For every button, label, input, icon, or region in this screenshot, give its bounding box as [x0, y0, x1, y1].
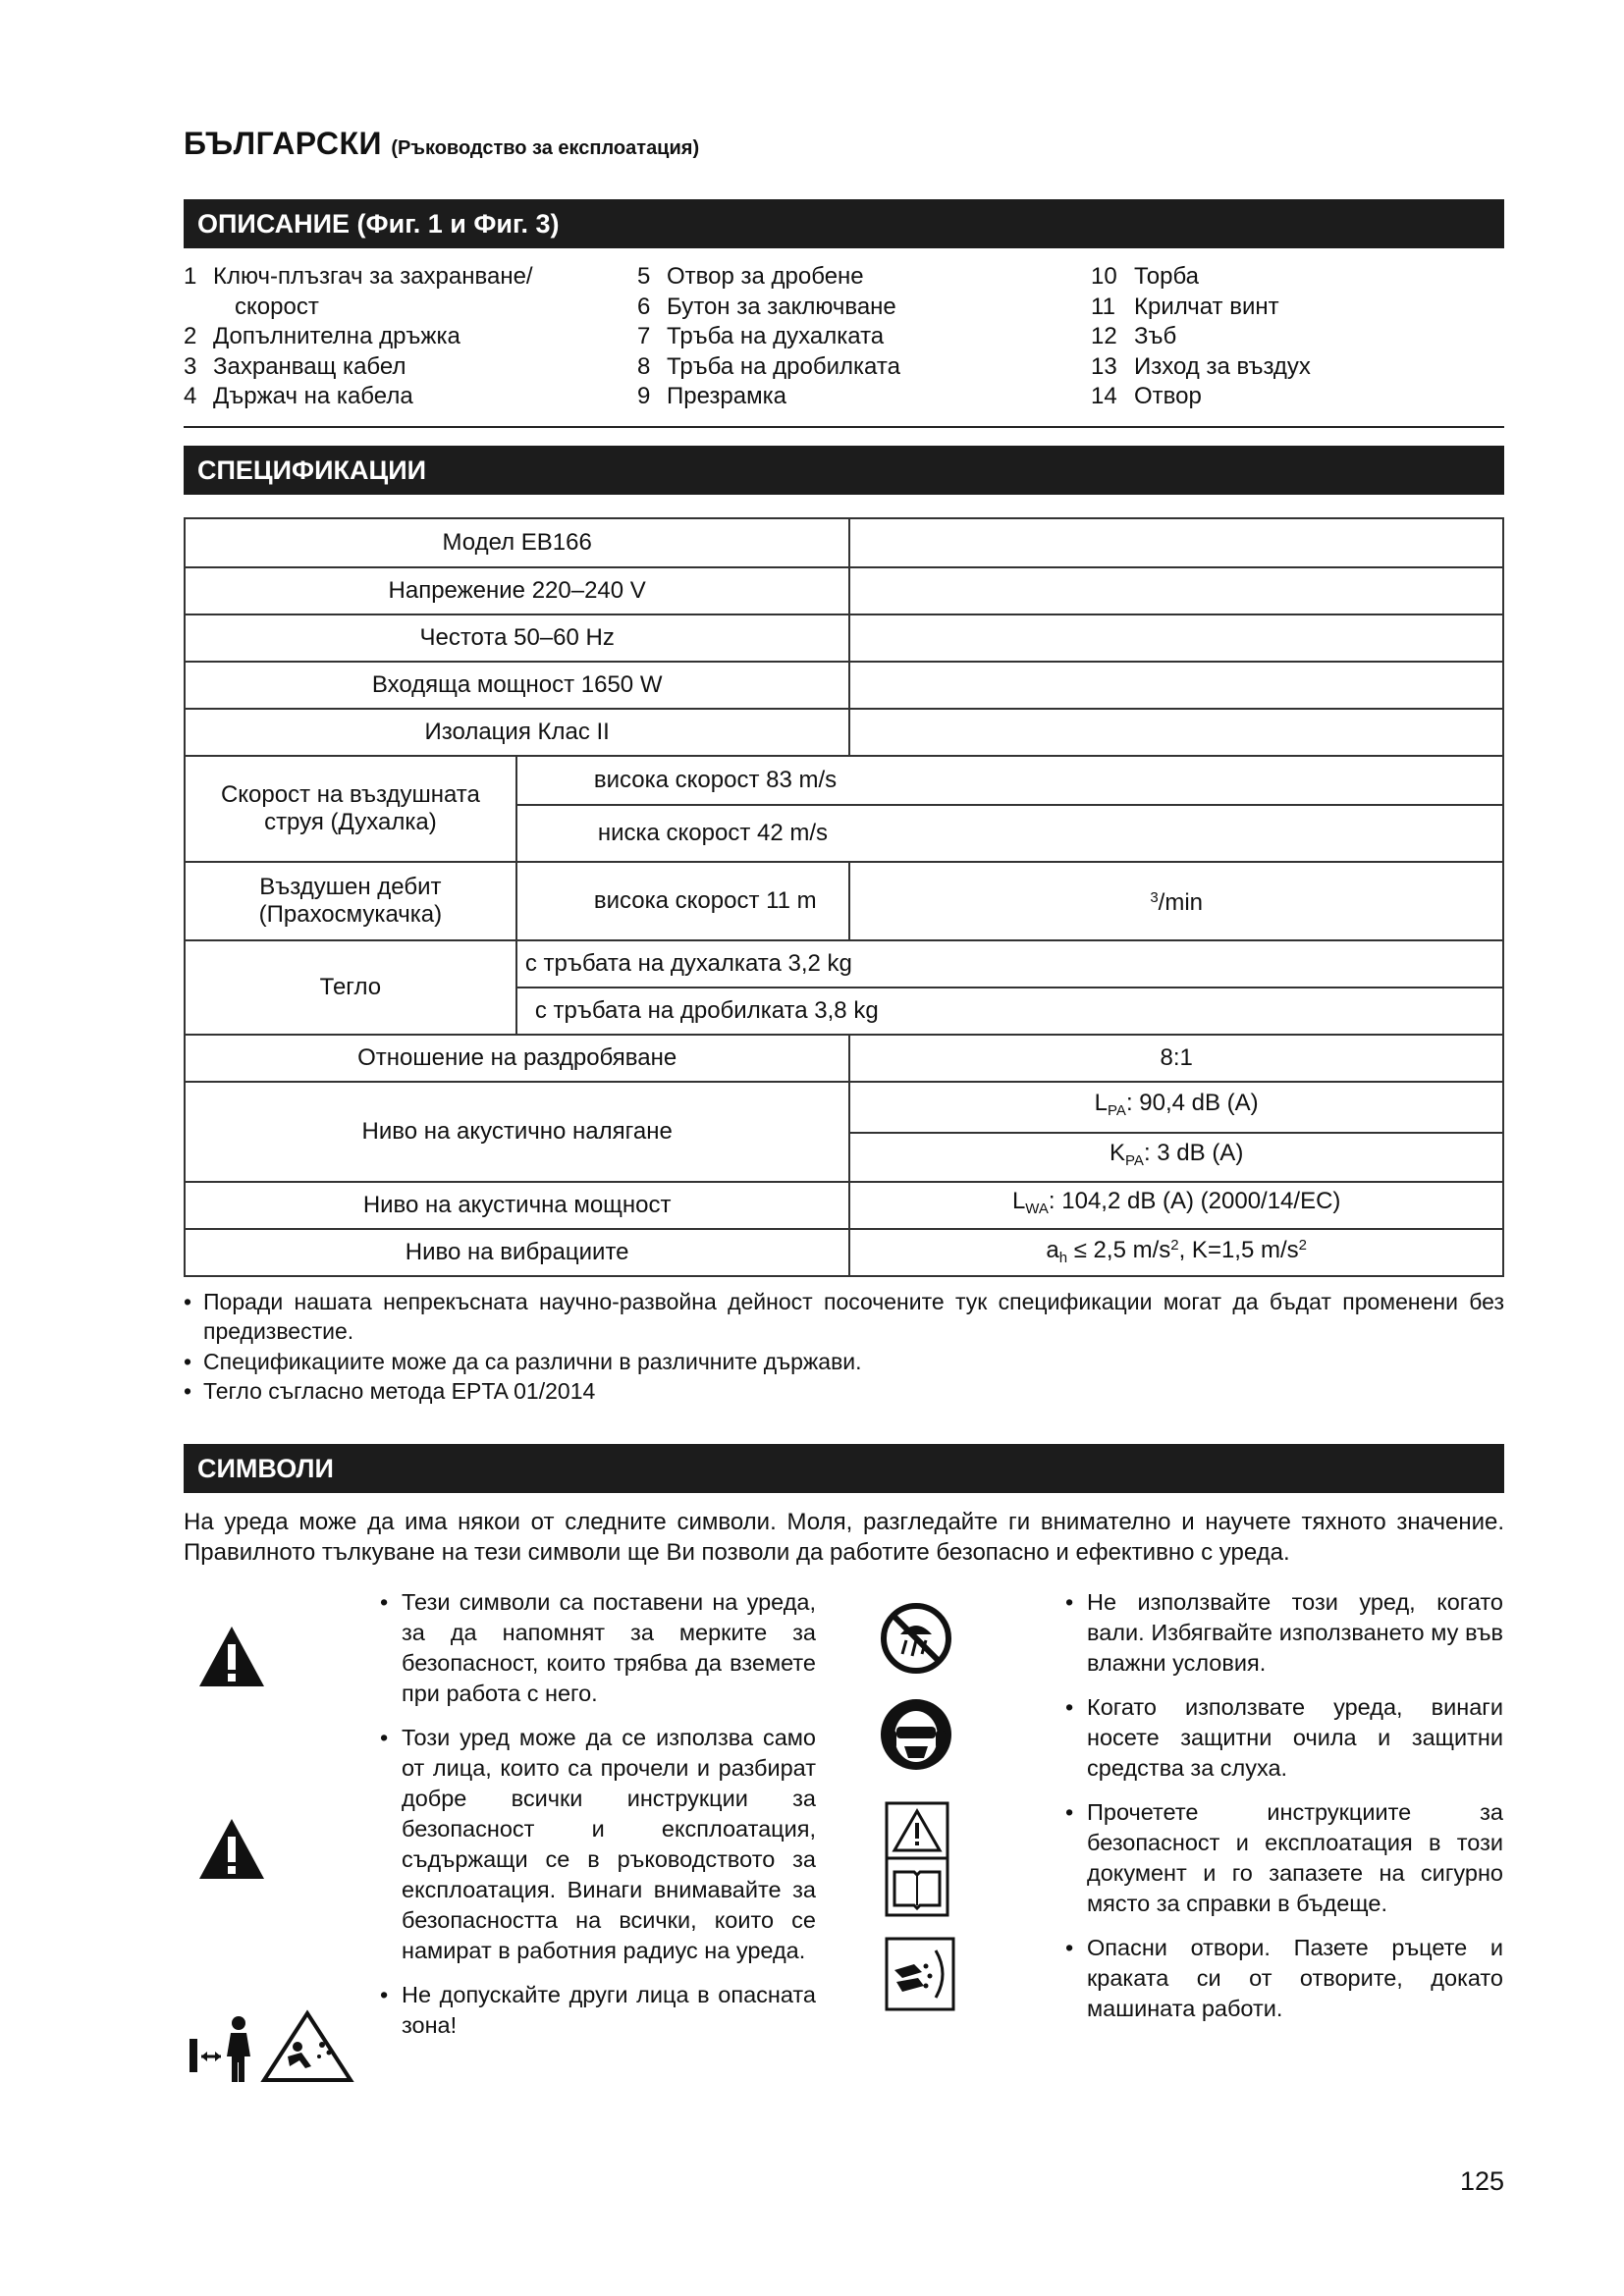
description-heading: ОПИСАНИЕ (Фиг. 1 и Фиг. 3) — [184, 199, 1504, 248]
symbol-subscript: WA — [1025, 1200, 1049, 1217]
description-column-1 — [184, 262, 637, 412]
table-row — [185, 518, 1503, 567]
list-item — [184, 352, 637, 383]
item-label: Изход за въздух — [1134, 352, 1311, 380]
item-label: Презрамка — [667, 383, 786, 409]
item-number: 8 — [637, 352, 651, 380]
symbol-note — [380, 1980, 816, 2041]
symbols-heading: СИМВОЛИ — [184, 1444, 1504, 1493]
item-label: Крилчат винт — [1134, 293, 1279, 320]
item-number: 12 — [1091, 323, 1117, 349]
note-item — [184, 1287, 1504, 1347]
page — [184, 126, 1504, 2137]
item-number: 3 — [184, 352, 197, 380]
item-number: 5 — [637, 263, 651, 290]
symbol-subscript: PA — [1125, 1151, 1144, 1169]
spec-frequency: Честота 50–60 Hz — [185, 614, 849, 662]
note-item — [184, 1347, 1504, 1377]
spec-value-empty — [849, 662, 1503, 709]
symbol-note-text: Когато използвате уреда, винаги носете защитни очила и защитни средства за слуха. — [1087, 1693, 1503, 1781]
symbols-left-text — [380, 1587, 816, 2055]
table-row — [185, 940, 1503, 988]
table-row — [185, 1182, 1503, 1229]
list-item — [1091, 322, 1503, 352]
wear-protection-icon — [879, 1697, 953, 1772]
table-row — [185, 862, 1503, 940]
spec-weight-shredder: с тръбата на дробилката 3,8 kg — [516, 988, 1503, 1035]
symbol-note-text: Опасни отвори. Пазете ръцете и краката си от отворите, докато машината работи. — [1087, 1934, 1503, 2021]
spec-model: Модел EB166 — [185, 518, 849, 567]
item-number: 6 — [637, 293, 651, 320]
unit-superscript: 3 — [1150, 889, 1159, 906]
spec-value-empty — [849, 518, 1503, 567]
no-rain-icon — [879, 1601, 953, 1676]
table-row — [185, 1035, 1503, 1082]
spec-lpa-cell — [849, 1082, 1503, 1133]
table-row — [185, 662, 1503, 709]
item-number: 13 — [1091, 352, 1117, 380]
list-item — [637, 382, 1091, 412]
unit-superscript: 2 — [1298, 1237, 1307, 1254]
bullet: • — [1065, 1693, 1074, 1720]
list-item — [637, 352, 1091, 383]
symbol-note — [1065, 1587, 1503, 1679]
table-row — [185, 614, 1503, 662]
table-row — [185, 1229, 1503, 1276]
spec-value-empty — [849, 614, 1503, 662]
item-label: Торба — [1134, 263, 1200, 290]
item-number: 7 — [637, 323, 651, 349]
spec-ratio-label: Отношение на раздробяване — [185, 1035, 849, 1082]
item-label: Допълнителна дръжка — [213, 323, 460, 349]
spec-insulation: Изолация Клас II — [185, 709, 849, 756]
spec-vibration-cell — [849, 1229, 1503, 1276]
section-divider — [184, 426, 1504, 428]
item-number: 11 — [1091, 293, 1115, 320]
list-item — [184, 322, 637, 352]
table-row — [185, 709, 1503, 756]
keep-bystanders-away-icon — [189, 2009, 354, 2084]
description-column-2 — [637, 262, 1091, 412]
spec-airflow-high: висока скорост 11 m — [516, 862, 850, 940]
item-label: Отвор за дробене — [667, 263, 864, 290]
item-number: 14 — [1091, 383, 1117, 409]
note-text: Спецификациите може да са различни в различните държави. — [203, 1348, 862, 1374]
bullet: • — [380, 1981, 389, 2007]
spec-power: Входяща мощност 1650 W — [185, 662, 849, 709]
bullet: • — [1065, 1934, 1074, 1960]
item-number: 10 — [1091, 263, 1117, 290]
symbol-note-text: Не допускайте други лица в опасната зона! — [402, 1981, 816, 2038]
symbol-letter: L — [1011, 1187, 1026, 1214]
table-row — [185, 567, 1503, 614]
unit-superscript: 2 — [1170, 1237, 1179, 1254]
symbol-subscript: h — [1058, 1250, 1068, 1266]
bullet: • — [184, 1348, 192, 1374]
item-label: Тръба на дробилката — [667, 352, 900, 380]
spec-value-empty — [849, 567, 1503, 614]
spec-lpa-value: : 90,4 dB (A) — [1125, 1089, 1259, 1116]
bullet: • — [184, 1288, 192, 1314]
item-number: 1 — [184, 263, 197, 290]
item-label: Захранващ кабел — [213, 352, 406, 380]
manual-subtitle: (Ръководство за експлоатация) — [391, 137, 700, 159]
specifications-heading: СПЕЦИФИКАЦИИ — [184, 446, 1504, 495]
spec-airflow-unit: /min — [1158, 889, 1204, 916]
specifications-table — [184, 517, 1504, 1277]
spec-airflow-unit-cell — [849, 862, 1503, 940]
spec-vibration-k: , K=1,5 m/s — [1178, 1237, 1299, 1263]
symbol-note-text: Този уред може да се използва само от лица, които са прочели и разбират добре всички инструкции за безопасност и експлоатация, съдържащи се в ръководството за експлоатация. Винаги внимавайте за безопасността на всички, които се намират в работния радиус на уреда. — [402, 1724, 816, 1963]
list-item — [184, 262, 637, 293]
spec-airflow-label: Въздушен дебит (Прахосмукачка) — [185, 862, 516, 940]
spec-ratio-value: 8:1 — [849, 1035, 1503, 1082]
item-label: Държач на кабела — [213, 383, 413, 409]
list-item — [1091, 382, 1503, 412]
item-label: Отвор — [1134, 383, 1202, 409]
spec-power-level-label: Ниво на акустична мощност — [185, 1182, 849, 1229]
spec-vibration-label: Ниво на вибрациите — [185, 1229, 849, 1276]
symbol-note — [1065, 1797, 1503, 1919]
spec-voltage: Напрежение 220–240 V — [185, 567, 849, 614]
bullet: • — [380, 1588, 389, 1615]
symbol-letter: a — [1046, 1237, 1059, 1263]
description-column-3 — [1091, 262, 1503, 412]
item-label: Ключ-плъзгач за захранване/ — [213, 263, 533, 290]
item-number: 4 — [184, 383, 197, 409]
symbol-note — [380, 1587, 816, 1709]
item-label: Бутон за заключване — [667, 293, 896, 320]
spec-weight-label: Тегло — [185, 940, 516, 1035]
item-number: 9 — [637, 383, 651, 409]
symbols-right-text — [1065, 1587, 1503, 2038]
list-item — [637, 293, 1091, 323]
symbol-subscript: PA — [1108, 1101, 1126, 1119]
symbol-note-text: Прочетете инструкциите за безопасност и експлоатация в този документ и го запазете на сигурно място за справки в бъдеще. — [1087, 1798, 1503, 1916]
list-item — [637, 262, 1091, 293]
symbol-note — [1065, 1933, 1503, 2024]
symbol-note — [1065, 1692, 1503, 1784]
hazardous-openings-icon — [885, 1937, 955, 2011]
note-text: Поради нашата непрекъсната научно-развойна дейност посочените тук спецификации могат да бъдат променени без предизвестие. — [203, 1288, 1504, 1344]
bullet: • — [1065, 1588, 1074, 1615]
spec-notes — [184, 1287, 1504, 1407]
table-row — [185, 1082, 1503, 1133]
spec-lwa-value: : 104,2 dB (A) (2000/14/EC) — [1048, 1187, 1341, 1214]
spec-value-empty — [849, 709, 1503, 756]
item-number: 2 — [184, 323, 197, 349]
item-label: скорост — [235, 293, 319, 320]
warning-triangle-icon — [197, 1625, 266, 1689]
list-item — [637, 322, 1091, 352]
spec-kpa-cell — [849, 1133, 1503, 1182]
note-text: Тегло съгласно метода EPTA 01/2014 — [203, 1378, 596, 1404]
list-item — [184, 293, 637, 323]
spec-weight-blower: с тръбата на духалката 3,2 kg — [516, 940, 1503, 988]
list-item — [1091, 293, 1503, 323]
spec-vibration-value: ≤ 2,5 m/s — [1067, 1237, 1171, 1263]
list-item — [1091, 262, 1503, 293]
symbols-grid — [184, 1587, 1504, 2137]
description-list — [184, 262, 1504, 412]
spec-airspeed-label: Скорост на въздушната струя (Духалка) — [185, 756, 516, 862]
spec-kpa-value: : 3 dB (A) — [1143, 1139, 1244, 1166]
spec-airspeed-high: висока скорост 83 m/s — [516, 756, 1503, 805]
page-number: 125 — [1460, 2166, 1505, 2196]
note-item — [184, 1376, 1504, 1407]
list-item — [1091, 352, 1503, 383]
bullet: • — [380, 1724, 389, 1750]
symbol-note-text: Тези символи са поставени на уреда, за да напомнят за мерките за безопасност, които трябва да вземете при работа с него. — [402, 1588, 816, 1706]
spec-pressure-label: Ниво на акустично налягане — [185, 1082, 849, 1182]
read-manual-icon — [885, 1801, 949, 1917]
symbol-letter: K — [1110, 1139, 1126, 1166]
symbol-note — [380, 1723, 816, 1966]
language-title — [184, 126, 1504, 162]
item-number-blank — [184, 293, 213, 323]
language-name: БЪЛГАРСКИ — [184, 126, 382, 161]
table-row — [185, 756, 1503, 805]
spec-lwa-cell — [849, 1182, 1503, 1229]
list-item — [184, 382, 637, 412]
symbol-note-text: Не използвайте този уред, когато вали. Избягвайте използването му във влажни условия. — [1087, 1588, 1503, 1676]
warning-triangle-icon — [197, 1817, 266, 1882]
symbol-letter: L — [1094, 1089, 1109, 1116]
spec-airspeed-low: ниска скорост 42 m/s — [516, 805, 1503, 862]
bullet: • — [184, 1378, 192, 1404]
bullet: • — [1065, 1798, 1074, 1825]
item-label: Зъб — [1134, 323, 1177, 349]
item-label: Тръба на духалката — [667, 323, 885, 349]
symbols-intro: На уреда може да има някои от следните символи. Моля, разгледайте ги внимателно и научете тяхното значение. Правилното тълкуване на тези символи ще Ви позволи да работите безопасно и ефективно с уреда. — [184, 1508, 1504, 1566]
